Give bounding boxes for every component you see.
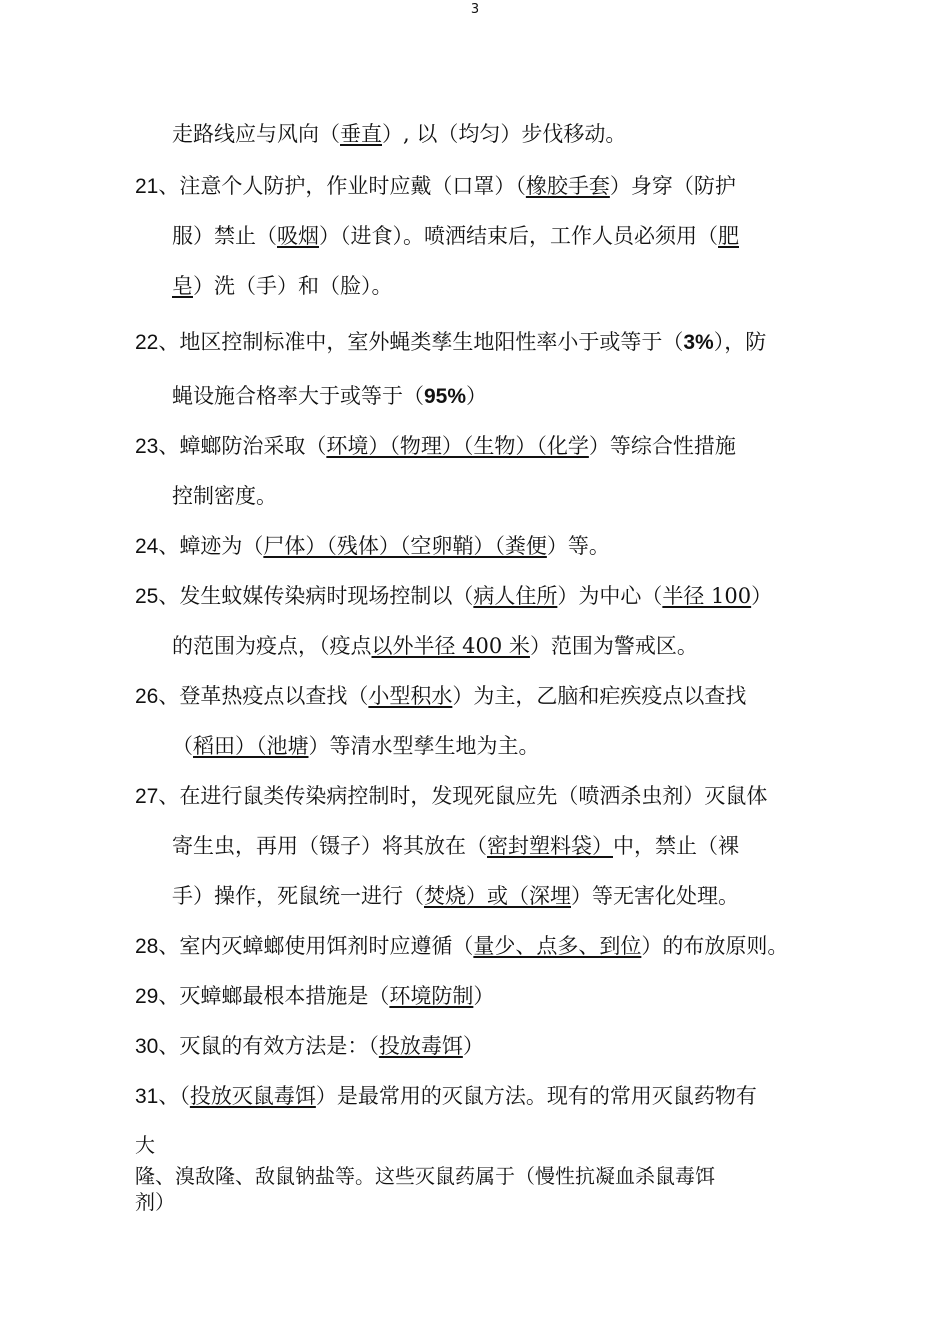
answer: 量少、点多、到位 [473, 934, 642, 958]
text-line: 剂） [135, 1190, 175, 1214]
answer: 稻田）（池塘 [193, 734, 309, 758]
question-31: 31、（投放灭鼠毒饵）是最常用的灭鼠方法。现有的常用灭鼠药物有 [135, 1084, 757, 1108]
answer: 皂 [172, 274, 193, 298]
answer: 肥 [718, 224, 739, 248]
question-22: 22、地区控制标准中，室外蝇类孳生地阳性率小于或等于（3%），防 [135, 330, 767, 354]
question-27: 27、在进行鼠类传染病控制时，发现死鼠应先（喷洒杀虫剂）灭鼠体 [135, 784, 768, 808]
question-26: 26、登革热疫点以查找（小型积水）为主，乙脑和疟疾疫点以查找 [135, 684, 747, 708]
answer: 尸体）（残体）（空卵鞘）（粪便 [263, 534, 547, 558]
answer: 垂直 [340, 122, 382, 146]
text-line: 手）操作，死鼠统一进行（焚烧）或（深埋）等无害化处理。 [172, 884, 739, 908]
answer: 小型积水 [368, 684, 453, 708]
answer: 密封塑料袋） [487, 834, 613, 858]
answer: 3% [683, 331, 714, 354]
answer: 半径 100 [662, 584, 752, 608]
page-number: 3 [470, 2, 480, 17]
question-29: 29、灭蟑螂最根本措施是（环境防制） [135, 984, 495, 1008]
question-21: 21、注意个人防护，作业时应戴（口罩）（橡胶手套）身穿（防护 [135, 174, 736, 198]
text-line: （稻田）（池塘）等清水型孳生地为主。 [172, 734, 540, 758]
text-line: 皂）洗（手）和（脸）。 [172, 274, 393, 298]
text-line: 控制密度。 [172, 484, 277, 508]
answer: 吸烟 [277, 224, 319, 248]
question-25: 25、发生蚊媒传染病时现场控制以（病人住所）为中心（半径 100） [135, 584, 773, 608]
text-line: 的范围为疫点，（疫点以外半径 400 米）范围为警戒区。 [172, 634, 698, 658]
text-line: 寄生虫，再用（镊子）将其放在（密封塑料袋）中，禁止（裸 [172, 834, 739, 858]
text-line: 服）禁止（吸烟）（进食）。喷洒结束后，工作人员必须用（肥 [172, 224, 739, 248]
answer: 投放毒饵 [378, 1034, 463, 1058]
text-line: 走路线应与风向（垂直）, 以（均匀）步伐移动。 [172, 122, 627, 146]
answer: 环境防制 [389, 984, 474, 1008]
question-23: 23、蟑螂防治采取（环境）（物理）（生物）（化学）等综合性措施 [135, 434, 736, 458]
question-30: 30、灭鼠的有效方法是：（投放毒饵） [135, 1034, 484, 1058]
question-28: 28、室内灭蟑螂使用饵剂时应遵循（量少、点多、到位）的布放原则。 [135, 934, 789, 958]
text-line: 大 [135, 1133, 155, 1157]
answer: 以外半径 400 米 [371, 634, 530, 658]
text-line: 隆、溴敌隆、敌鼠钠盐等。这些灭鼠药属于（慢性抗凝血杀鼠毒饵 [135, 1164, 715, 1188]
question-24: 24、蟑迹为（尸体）（残体）（空卵鞘）（粪便）等。 [135, 534, 610, 558]
answer: 环境）（物理）（生物）（化学 [326, 434, 589, 458]
answer: 病人住所 [473, 584, 558, 608]
text-line: 蝇设施合格率大于或等于（95%） [172, 384, 488, 408]
answer: 橡胶手套 [525, 174, 610, 198]
answer: 95% [424, 385, 467, 408]
answer: 焚烧）或（深埋 [424, 884, 571, 908]
answer: 投放灭鼠毒饵 [189, 1084, 316, 1108]
